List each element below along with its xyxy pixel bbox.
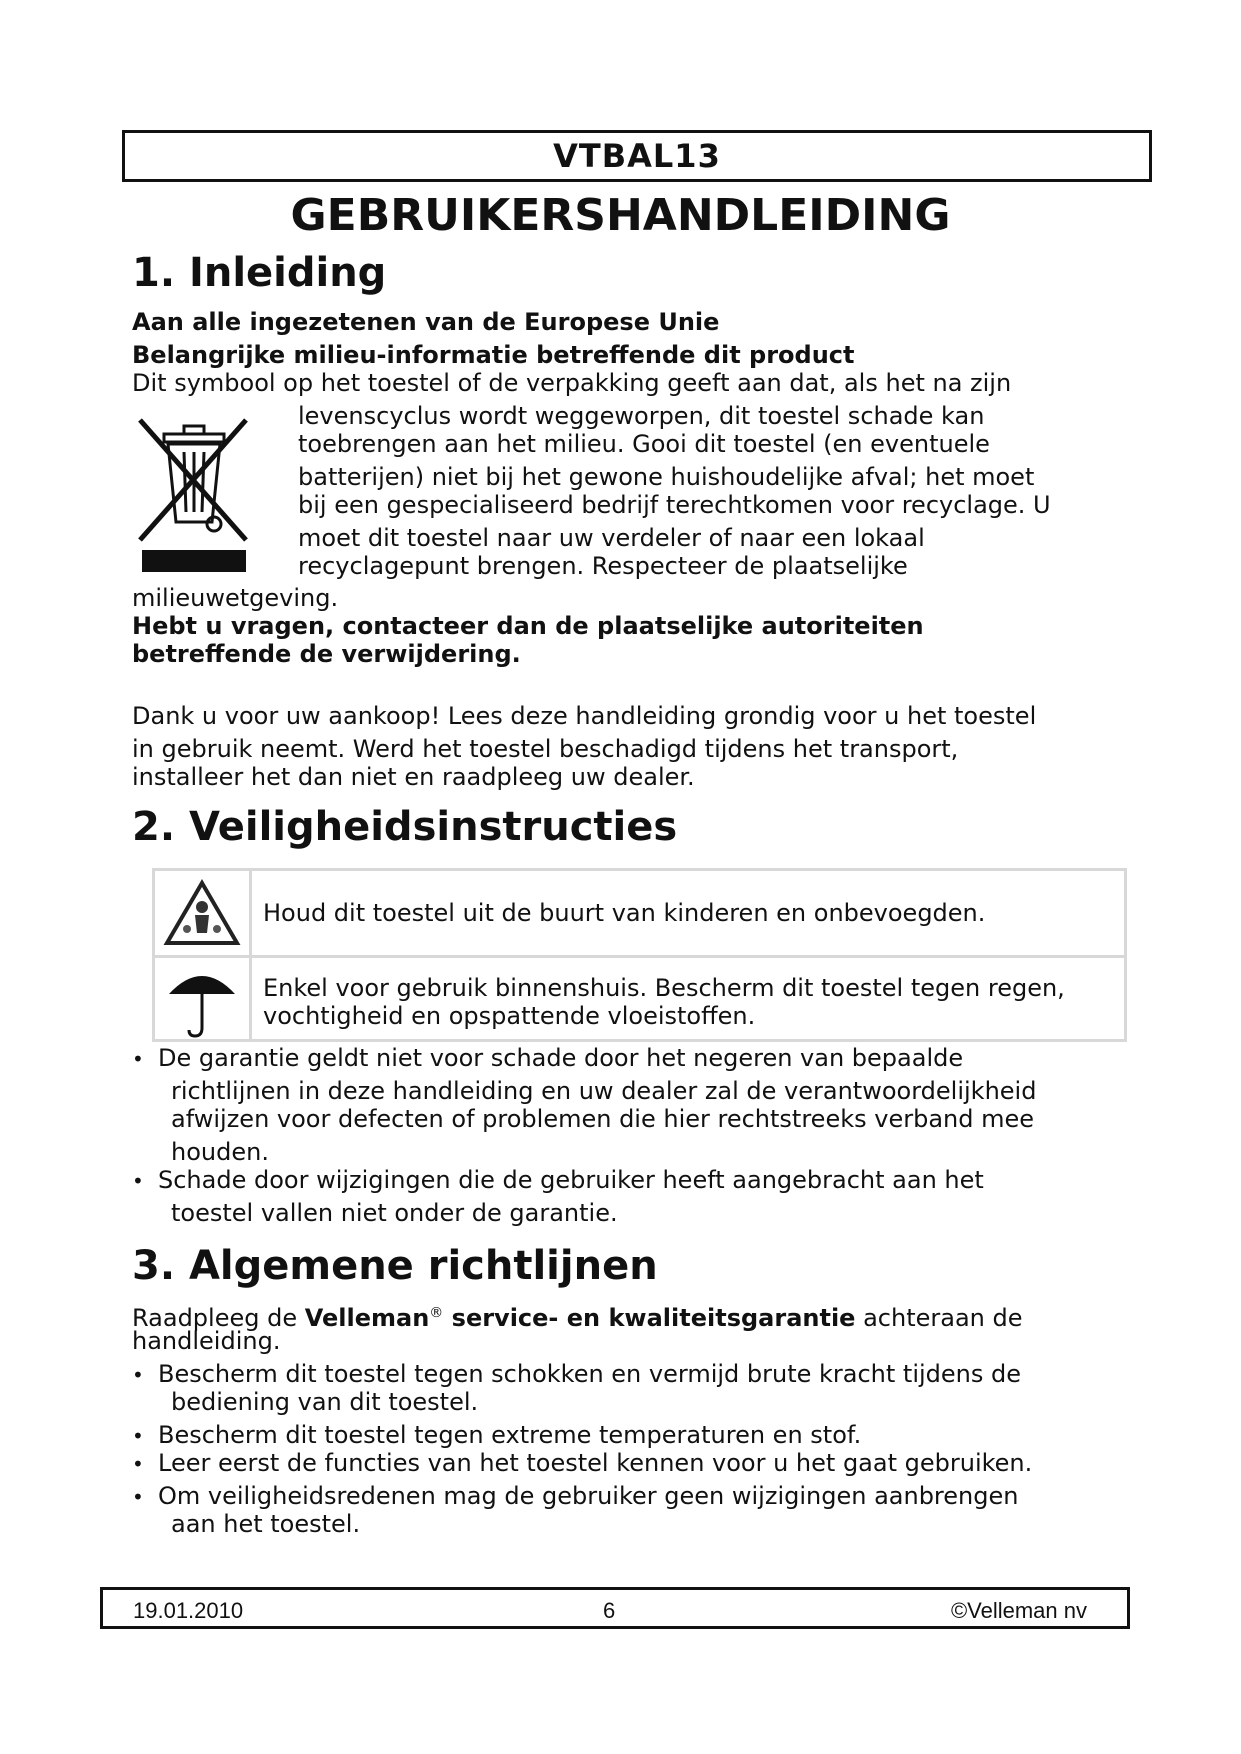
list-item-continued: toestel vallen niet onder de garantie.	[171, 1199, 618, 1227]
weee-bin-icon	[134, 412, 254, 577]
list-item-continued: afwijzen voor defecten of problemen die hier rechtstreeks verband mee	[171, 1105, 1035, 1133]
contact-line-2: betreffende de verwijdering.	[132, 640, 521, 668]
section3-heading: 3. Algemene richtlijnen	[132, 1243, 658, 1289]
header-box	[122, 130, 1152, 182]
section3-intro: Raadpleeg de Velleman® service- en kwaliteitsgarantie achteraan de	[132, 1304, 1023, 1332]
contact-line-1: Hebt u vragen, contacteer dan de plaatselijke autoriteiten	[132, 612, 924, 640]
list-item: • Schade door wijzigingen die de gebruiker heeft aangebracht aan het	[132, 1166, 984, 1194]
warning-text-2b: vochtigheid en opspattende vloeistoffen.	[263, 1002, 756, 1030]
warning-table	[152, 868, 1127, 1042]
document-title: GEBRUIKERSHANDLEIDING	[290, 190, 951, 241]
weee-line-8: milieuwetgeving.	[132, 584, 339, 612]
list-item: • Bescherm dit toestel tegen extreme temperaturen en stof.	[132, 1421, 862, 1449]
warning-row	[155, 958, 1124, 1042]
section1-heading: 1. Inleiding	[132, 250, 387, 296]
list-item-continued: aan het toestel.	[171, 1510, 361, 1538]
warning-children-icon	[155, 871, 249, 955]
warning-row	[155, 871, 1124, 958]
list-item-continued: richtlijnen in deze handleiding en uw dealer zal de verantwoordelijkheid	[171, 1077, 1037, 1105]
eu-line: Aan alle ingezetenen van de Europese Unie	[132, 308, 720, 336]
footer-date: 19.01.2010	[133, 1598, 244, 1623]
list-item-continued: bediening van dit toestel.	[171, 1388, 479, 1416]
list-item: • De garantie geldt niet voor schade door het negeren van bepaalde	[132, 1044, 964, 1072]
weee-line-6: moet dit toestel naar uw verdeler of naar een lokaal	[298, 524, 925, 552]
footer	[100, 1587, 1130, 1629]
weee-line-4: batterijen) niet bij het gewone huishoudelijke afval; het moet	[298, 463, 1035, 491]
list-item-continued: houden.	[171, 1138, 269, 1166]
env-line: Belangrijke milieu-informatie betreffende dit product	[132, 341, 855, 369]
list-item: • Om veiligheidsredenen mag de gebruiker geen wijzigingen aanbrengen	[132, 1482, 1019, 1510]
section2-heading: 2. Veiligheidsinstructies	[132, 804, 678, 850]
weee-line-1: Dit symbool op het toestel of de verpakking geeft aan dat, als het na zijn	[132, 369, 1012, 397]
weee-line-7: recyclagepunt brengen. Respecteer de plaatselijke	[298, 552, 908, 580]
weee-line-2: levenscyclus wordt weggeworpen, dit toestel schade kan	[298, 402, 985, 430]
page-number: 6	[603, 1598, 616, 1623]
weee-line-5: bij een gespecialiseerd bedrijf terechtkomen voor recyclage. U	[298, 491, 1051, 519]
footer-company: ©Velleman nv	[950, 1598, 1087, 1623]
thanks-line-1: Dank u voor uw aankoop! Lees deze handleiding grondig voor u het toestel	[132, 702, 1037, 730]
model-number: VTBAL13	[553, 137, 721, 175]
warning-text-2a: Enkel voor gebruik binnenshuis. Bescherm dit toestel tegen regen,	[263, 974, 1065, 1002]
warning-text-1: Houd dit toestel uit de buurt van kinderen en onbevoegden.	[263, 899, 986, 927]
umbrella-icon	[155, 958, 249, 1042]
thanks-line-2: in gebruik neemt. Werd het toestel beschadigd tijdens het transport,	[132, 735, 959, 763]
warning-icon-cell	[155, 871, 252, 955]
thanks-line-3: installeer het dan niet en raadpleeg uw dealer.	[132, 763, 695, 791]
weee-line-3: toebrengen aan het milieu. Gooi dit toestel (en eventuele	[298, 430, 990, 458]
list-item: • Leer eerst de functies van het toestel kennen voor u het gaat gebruiken.	[132, 1449, 1033, 1477]
section3-intro-line2: handleiding.	[132, 1327, 281, 1355]
list-item: • Bescherm dit toestel tegen schokken en vermijd brute kracht tijdens de	[132, 1360, 1022, 1388]
umbrella-icon-cell	[155, 958, 252, 1042]
